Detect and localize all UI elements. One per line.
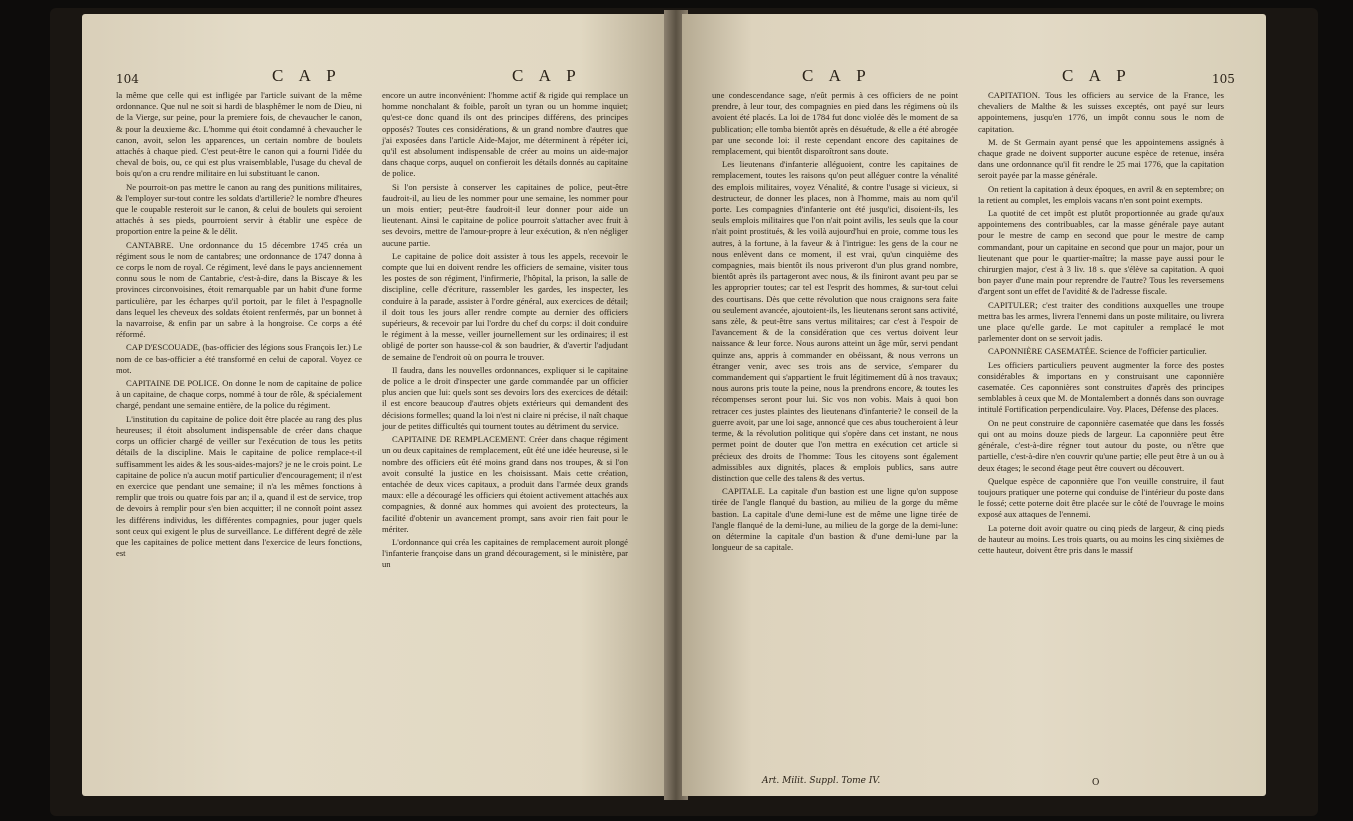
entry-capituler: CAPITULER; c'est traiter des conditions auxquelles une troupe mettra bas les armes, livrera l'ennemi dans un poste militaire, ou livrera une place qu'elle garde. Le mot capituler a remplacé le mot parlementer dont on se servoit jadis.	[978, 299, 1224, 344]
paragraph: Quelque espèce de caponnière que l'on veuille construire, il faut toujours pratiquer une poterne qui conduise de l'intérieur du poste dans le fossé; cette poterne doit être placée sur le côté de l'ouvrage le moins exposé aux attaques de l'ennemi.	[978, 475, 1224, 520]
text-column-right	[978, 90, 1224, 790]
paragraph: Ne pourroit-on pas mettre le canon au rang des punitions militaires, & l'employer sur-tout contre les soldats d'artillerie? le nombre d'heures que le coupable resteroit sur le canon, & celui de boulets qui seroient attachés à ses pieds, pourroient servir à établir une espèce de proportion entre la peine & le délit.	[116, 181, 362, 237]
entry-capitation: CAPITATION. Tous les officiers au service de la France, les chevaliers de Malthe & les suisses exceptés, ont payé sur leurs appointemens, jusqu'en 1776, un impôt connu sous le nom de capitation.	[978, 90, 1224, 134]
paragraph: la même que celle qui est infligée par l'article suivant de la même ordonnance. Que nul ne soit si hardi de blasphêmer le nom de Dieu, ni de la Vierge, sur peine, pour la premiere fois, de chevaucher le canon, & pour la deuxieme &c. L'homme qui étoit condamné à chevaucher le canon, avoit, selon les apparences, un certain nombre de boulets attachés à chaque pied. C'est peut-être le canon qui a fourni l'idée du cheval de bois, ou, ce qui est plus vraisemblable, l'usage du cheval de bois qu'on a cru rendre militaire en lui substituant le canon.	[116, 90, 362, 179]
paragraph: Les officiers particuliers peuvent augmenter la force des postes considérables & importans en y construisant une caponnière casematée. Ces caponnières sont construites d'après des principes semblables à ceux que M. de Montalembert a donnés dans son ouvrage intitulé Fortification perpendiculaire. Voy. Places, Défense des places.	[978, 359, 1224, 415]
paragraph: L'institution du capitaine de police doit être placée au rang des plus heureuses; il étoit absolument indispensable de créer dans chaque corps un officier chargé de veiller sur l'exécution de tous les petits détails de la discipline. Mais le capitaine de police remplace-t-il suffisamment les aides & les sous-aides-majors? je ne le crois point. Le capitaine de police n'a aucun motif particulier d'encouragement; il n'est en exercice que pendant une semaine; il n'a les mêmes fonctions à remplir que trois ou quatre fois par an; il a, quand il est de service, trop de devoirs à remplir pour s'en bien acquitter; il ne connoît point assez les différens individus, les différentes compagnies, pour juger quels sont ceux qui exigent le plus de surveillance. Le différent degré de zèle que les capitaines de police mettent dans l'exercice de leurs fonctions, est	[116, 413, 362, 559]
paragraph: M. de St Germain ayant pensé que les appointemens assignés à chaque grade ne doivent supporter aucune espèce de retenue, inséra dans une ordonnance qu'il fit rendre le 25 mai 1776, que la capitation seroit payée par la masse générale.	[978, 136, 1224, 181]
paragraph: La quotité de cet impôt est plutôt proportionnée au grade qu'aux appointemens des contribuables, car la masse générale paye autant pour le mestre de camp en second que pour le mestre de camp commandant, pour un capitaine en second que pour un major, pour un lieutenant que pour le quartier-maître; la masse paye aussi pour le chirurgien major, c'est à 3 liv. 18 s. que s'élève sa capitation. A quoi bon payer d'une main pour reprendre de l'autre? Tous les reversemens d'argent sont un effet de l'avidité & de l'adresse fiscale.	[978, 208, 1224, 297]
running-head: C A P	[272, 66, 342, 85]
paragraph: encore un autre inconvénient: l'homme actif & rigide qui remplace un homme nonchalant & foible, paroît un tyran ou un homme inquiet; qu'est-ce donc quand ils ont des principes différens, des principes opposés? Toutes ces considérations, & un grand nombre d'autres que j'ai exposées dans l'article Aide-Major, me déterminent à répéter ici, qu'il est absolument indispensable de créer au moins un aide-major dans chaque corps, auquel on confieroit les détails donnés au capitaine de police.	[382, 90, 628, 179]
entry-capitaine-de-police: CAPITAINE DE POLICE. On donne le nom de capitaine de police à un capitaine, de chaque corps, nommé à tour de rôle, & spécialement chargé, pendant une semaine entière, de la police du régiment.	[116, 378, 362, 411]
paragraph: L'ordonnance qui créa les capitaines de remplacement auroit plongé l'infanterie françoise dans un grand découragement, si le ministère, par un	[382, 536, 628, 570]
page-number: 105	[1212, 72, 1235, 86]
text-column-left	[116, 90, 362, 790]
running-head: C A P	[802, 66, 872, 85]
right-page	[682, 14, 1266, 796]
left-page	[82, 14, 668, 796]
entry-capitale: CAPITALE. La capitale d'un bastion est une ligne qu'on suppose tirée de l'angle flanqué du bastion, au milieu de la gorge du même bastion. La capitale d'une demi-lune est de même une ligne tirée de l'angle flanqué de la demi-lune, au milieu de la gorge de la demi-lune: on détermine la capitale d'un bastion & d'une demi-lune par la longueur de sa capitale.	[712, 486, 958, 553]
paragraph: On ne peut construire de caponnière casematée que dans les fossés qui ont au moins douze pieds de largeur. La caponnière peut être générale, c'est-à-dire régner tout autour du poste, ou n'être que partielle, c'est-à-dire n'en couvrir qu'une partie; elle peut être à un ou à deux étages; le second étage peut être couvert ou découvert.	[978, 417, 1224, 473]
paragraph: On retient la capitation à deux époques, en avril & en septembre; on la retient au complet, les emplois vacans n'en sont point exempts.	[978, 183, 1224, 205]
signature-mark: O	[1092, 778, 1100, 788]
entry-cantabre: CANTABRE. Une ordonnance du 15 décembre 1745 créa un régiment sous le nom de cantabres; une ordonnance de 1747 donna à ce corps le nom de royal. Ce régiment, levé dans le pays anciennement connu sous le nom de Cantabrie, c'est-à-dire, dans la Biscaye & les provinces circonvoisines, étoit remarquable par un habit d'une forme particulière, par les écharpes qu'il portoit, par le filet à l'espagnolle dans lequel les cheveux des soldats étoient renfermés, par un bonnet à la navarroise, & enfin par un sabre à la hongroise. Ce corps a été réformé.	[116, 239, 362, 340]
text-column-left	[712, 90, 958, 790]
running-head: C A P	[512, 66, 582, 85]
paragraph: Les lieutenans d'infanterie alléguoient, contre les capitaines de remplacement, toutes les raisons qu'on peut alléguer contre la vénalité des emplois militaires, voyez Vénalité, & contre l'usage si vicieux, si destructeur, de donner les places, non à l'homme, mais au nom qu'il porte. Les compagnies d'infanterie ont été jusqu'ici, disoient-ils, les seuls emplois militaires que l'on n'ait point avilis, les seuls que la cour n'ait point prostitués, & les voilà aujourd'hui en proie, comme tous les autres, à la fortune, à la faveur & à l'intrigue: les gens de la cour ne nous enlèvent dans ce moment, il est vrai, qu'un cinquième des compagnies, mais bientôt ils nous priveront d'un plus grand nombre, bientôt après ils partageront avec nous, & ils finiront avant peu par se les approprier toutes; car tel est l'esprit des hommes, & sur-tout celui des courtisans. Dès que cette révolution que nous craignons sera faite ou seulement avancée, ajoutoient-ils, les lieutenans seront sans activité, sans zèle, & peut-être sans vertus militaires; car c'est à l'espoir de l'avancement & de la considération que ces vertus doivent leur naissance & leur force. Nous aurons atteint un âge mûr, servi pendant quinze ans, appris à commander en obéissant, & nous verrons un étranger venir, avec ses trois ans de service, s'emparer du commandement qui s'appartient le fruit légitimement dû à nos travaux; nous aurons pris toute la peine, nous la prendrons encore, & toutes les récompenses seront pour lui. Sic vos non vobis. Mais à quoi bon retracer ces justes plaintes des lieutenans d'infanterie? le conseil de la guerre avoit, par une loi sage, annoncé que ces abus toucheroient à leur terme, & la révolution politique qui s'opère dans cet instant, ne nous permet point de douter que l'on mettra en exécution cet article si précieux des droits de l'homme: Tous les citoyens sont également admissibles aux dignités, places & emplois publics, sans autre distinction que celle des talens & des vertus.	[712, 159, 958, 483]
entry-caponniere-casematee: CAPONNIÈRE CASEMATÉE. Science de l'officier particulier.	[988, 346, 1207, 357]
running-head: C A P	[1062, 66, 1132, 85]
paragraph: Le capitaine de police doit assister à tous les appels, recevoir le compte que lui en doivent rendre les officiers de semaine, visiter tous les postes de son régiment, l'infirmerie, l'hôpital, la prison, la salle de discipline, celle d'écriture, rassembler les gardes, les inspecter, les conduire à la parade, assister à l'ordre général, aux exercices de détail; il doit tous les jours aller rendre compte au dernier des officiers supérieurs, & recevoir par lui l'ordre du chef du corps: il doit conduire le régiment à la messe, veiller journellement sur les ordinaires; il est obligé de porter son hausse-col & son baudrier, & d'avertir l'adjudant de semaine de l'endroit où on pourra le trouver.	[382, 250, 628, 362]
paragraph: Si l'on persiste à conserver les capitaines de police, peut-être faudroit-il, au lieu de les nommer pour une semaine, les nommer pour un mois entier; peut-être faudroit-il leur donner pour aide un lieutenant. Ainsi le capitaine de police pourroit s'attacher avec fruit à ses devoirs, mettre de l'amour-propre à leur exécution, & n'en négliger aucune partie.	[382, 181, 628, 248]
paragraph: Il faudra, dans les nouvelles ordonnances, expliquer si le capitaine de police a le droit d'inspecter une garde commandée par un officier plus ancien que lui: quels sont ses devoirs lors des exercices de détail: il est encore beaucoup d'autres objets extérieurs qui demandent des décisions formelles; quand la loi n'est ni claire ni précise, il naît chaque jour de petites difficultés qui tournent toutes au détriment du service.	[382, 364, 628, 431]
page-number: 104	[116, 72, 139, 86]
text-column-right	[382, 90, 628, 790]
paragraph: une condescendance sage, n'eût permis à ces officiers de ne point prendre, à leur tour, des compagnies en pied dans les régimens où ils avoient été placés. La loi de 1784 fut donc violée dès le moment de sa publication; elle tomba bientôt après en désuétude, & elle a été abrogée par une seconde loi: il reste cependant encore des capitaines de remplacement, qui bientôt disparoîtront sans doute.	[712, 90, 958, 157]
entry-capitaine-de-remplacement: CAPITAINE DE REMPLACEMENT. Créer dans chaque régiment un ou deux capitaines de remplacement, eût été une idée heureuse, si le nombre des officiers eût été moins grand dans nos troupes, & si l'on avoit consulté la justice en les choisissant. Mais cette création, entachée de deux vices capitaux, a produit dans l'armée deux grands maux: elle a découragé les officiers qui étoient activement attachés aux compagnies, & donné aux hommes qui avoient des protecteurs, la facilité d'obtenir un avancement prompt, sans avoir rien fait pour le mériter.	[382, 434, 628, 534]
entry-cap-descouade: CAP D'ESCOUADE, (bas-officier des légions sous François Ier.) Le nom de ce bas-officier a été transformé en celui de caporal. Voyez ce mot.	[116, 342, 362, 375]
signature-mark: Art. Milit. Suppl. Tome IV.	[762, 776, 881, 786]
paragraph: La poterne doit avoir quatre ou cinq pieds de largeur, & cinq pieds de hauteur au moins. Les trois quarts, ou au moins les cinq sixièmes de cette hauteur, doivent être pris dans le massif	[978, 522, 1224, 555]
